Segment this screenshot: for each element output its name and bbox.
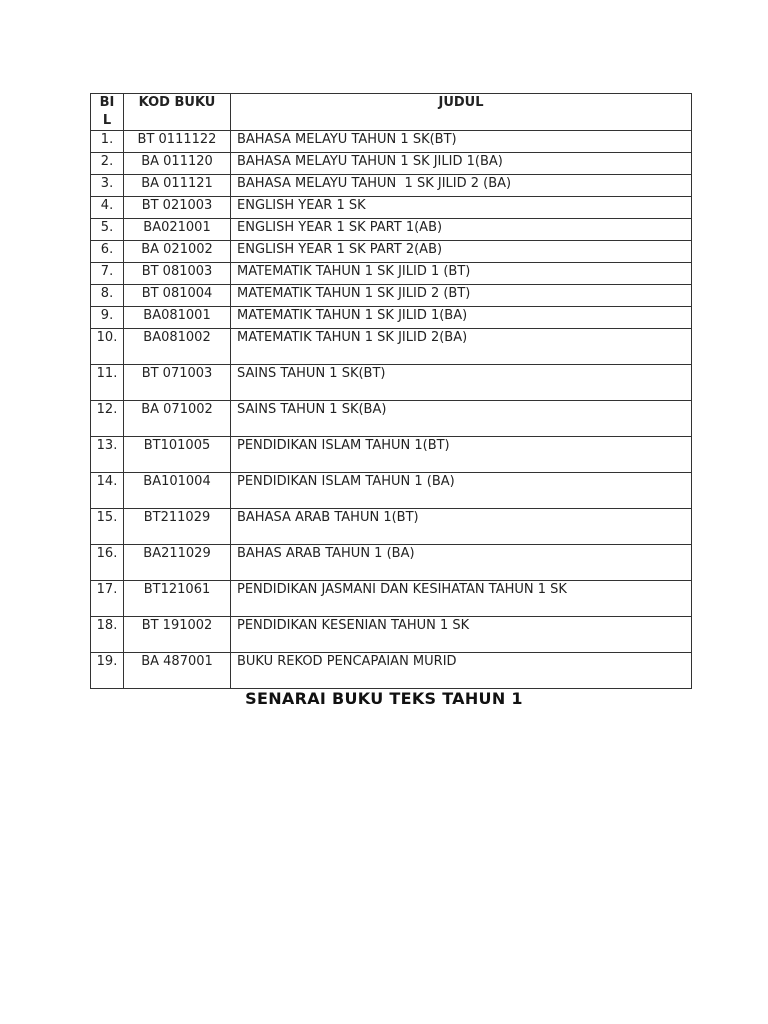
book-title: PENDIDIKAN ISLAM TAHUN 1 (BA) <box>231 473 692 509</box>
book-title: BAHASA MELAYU TAHUN 1 SK JILID 2 (BA) <box>231 175 692 197</box>
book-table <box>90 93 692 689</box>
book-title: BAHASA MELAYU TAHUN 1 SK(BT) <box>231 131 692 153</box>
table-row <box>91 545 692 581</box>
book-title: BUKU REKOD PENCAPAIAN MURID <box>231 653 692 689</box>
book-title: ENGLISH YEAR 1 SK PART 1(AB) <box>231 219 692 241</box>
book-title: SAINS TAHUN 1 SK(BT) <box>231 365 692 401</box>
row-number: 13. <box>91 437 124 473</box>
table-row <box>91 175 692 197</box>
book-title: ENGLISH YEAR 1 SK <box>231 197 692 219</box>
table-header-row <box>91 94 692 131</box>
book-code: BA 021002 <box>124 241 231 263</box>
book-code: BA 487001 <box>124 653 231 689</box>
book-code: BT 0111122 <box>124 131 231 153</box>
table-row <box>91 241 692 263</box>
table-row <box>91 285 692 307</box>
book-title: PENDIDIKAN ISLAM TAHUN 1(BT) <box>231 437 692 473</box>
table-row <box>91 197 692 219</box>
book-code: BT 021003 <box>124 197 231 219</box>
row-number: 16. <box>91 545 124 581</box>
table-row <box>91 263 692 285</box>
table-row <box>91 617 692 653</box>
table-row <box>91 401 692 437</box>
book-code: BT121061 <box>124 581 231 617</box>
row-number: 2. <box>91 153 124 175</box>
book-code: BA 071002 <box>124 401 231 437</box>
book-code: BT101005 <box>124 437 231 473</box>
book-title: ENGLISH YEAR 1 SK PART 2(AB) <box>231 241 692 263</box>
row-number: 5. <box>91 219 124 241</box>
book-title: BAHAS ARAB TAHUN 1 (BA) <box>231 545 692 581</box>
table-row <box>91 329 692 365</box>
book-title: MATEMATIK TAHUN 1 SK JILID 1 (BT) <box>231 263 692 285</box>
row-number: 18. <box>91 617 124 653</box>
table-row <box>91 365 692 401</box>
book-title: PENDIDIKAN KESENIAN TAHUN 1 SK <box>231 617 692 653</box>
row-number: 4. <box>91 197 124 219</box>
table-row <box>91 131 692 153</box>
table-row <box>91 219 692 241</box>
book-code: BT211029 <box>124 509 231 545</box>
book-code: BT 191002 <box>124 617 231 653</box>
book-code: BA 011120 <box>124 153 231 175</box>
table-row <box>91 509 692 545</box>
row-number: 14. <box>91 473 124 509</box>
table-row <box>91 437 692 473</box>
book-code: BA081002 <box>124 329 231 365</box>
table-row <box>91 307 692 329</box>
row-number: 6. <box>91 241 124 263</box>
header-judul: JUDUL <box>231 94 692 131</box>
header-bil: BIL <box>91 94 124 131</box>
book-code: BA 011121 <box>124 175 231 197</box>
row-number: 8. <box>91 285 124 307</box>
book-title: MATEMATIK TAHUN 1 SK JILID 2 (BT) <box>231 285 692 307</box>
book-title: PENDIDIKAN JASMANI DAN KESIHATAN TAHUN 1 SK <box>231 581 692 617</box>
book-code: BT 071003 <box>124 365 231 401</box>
book-code: BA021001 <box>124 219 231 241</box>
row-number: 7. <box>91 263 124 285</box>
book-code: BA211029 <box>124 545 231 581</box>
page-title: SENARAI BUKU TEKS TAHUN 1 <box>245 689 523 708</box>
row-number: 9. <box>91 307 124 329</box>
row-number: 12. <box>91 401 124 437</box>
book-title: BAHASA MELAYU TAHUN 1 SK JILID 1(BA) <box>231 153 692 175</box>
book-title: MATEMATIK TAHUN 1 SK JILID 2(BA) <box>231 329 692 365</box>
row-number: 3. <box>91 175 124 197</box>
row-number: 1. <box>91 131 124 153</box>
book-code: BA101004 <box>124 473 231 509</box>
book-title: MATEMATIK TAHUN 1 SK JILID 1(BA) <box>231 307 692 329</box>
table-row <box>91 473 692 509</box>
row-number: 17. <box>91 581 124 617</box>
book-code: BA081001 <box>124 307 231 329</box>
header-kod-buku: KOD BUKU <box>124 94 231 131</box>
book-title: BAHASA ARAB TAHUN 1(BT) <box>231 509 692 545</box>
row-number: 10. <box>91 329 124 365</box>
row-number: 15. <box>91 509 124 545</box>
table-row <box>91 153 692 175</box>
row-number: 11. <box>91 365 124 401</box>
book-code: BT 081004 <box>124 285 231 307</box>
table-body <box>91 131 692 689</box>
row-number: 19. <box>91 653 124 689</box>
table-row <box>91 581 692 617</box>
book-title: SAINS TAHUN 1 SK(BA) <box>231 401 692 437</box>
book-code: BT 081003 <box>124 263 231 285</box>
table-row <box>91 653 692 689</box>
